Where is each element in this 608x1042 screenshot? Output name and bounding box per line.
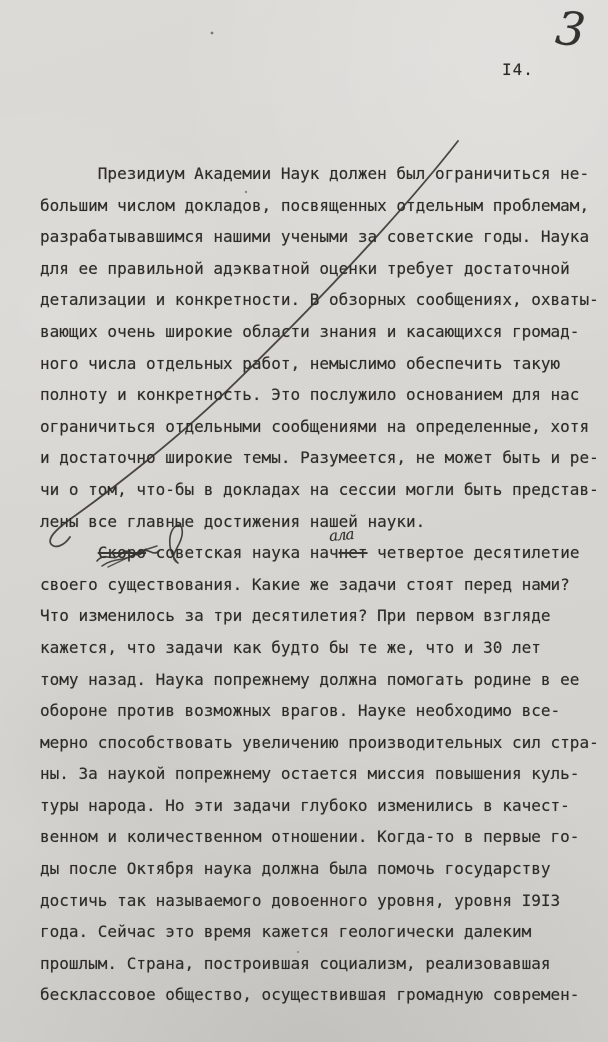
text-line: Президиум Академии Наук должен был ограничиться не- (97, 164, 590, 183)
text-line-with-edits (40, 537, 608, 569)
scan-speck (211, 32, 214, 35)
text-segment: четвертое десятилетие (367, 543, 580, 563)
handwritten-correction: ала (328, 524, 355, 546)
text-line: года. Сейчас это время кажется геологически далеким (40, 922, 532, 942)
text-line: ограничиться отдельными сообщениями на определенные, хотя (40, 416, 590, 436)
text-line: и достаточно широкие темы. Разумеется, не может быть и ре- (40, 448, 599, 468)
text-line: Что изменилось за три десятилетия? При первом взгляде (40, 606, 551, 626)
text-line: вающих очень широкие области знания и касающихся громад- (40, 321, 580, 341)
text-line: чи о том, что-бы в докладах на сессии могли быть представ- (40, 479, 599, 499)
text-line: разрабатывавшимся нашими учеными за советские годы. Наука (40, 227, 590, 247)
text-line: мерно способствовать увеличению производительных сил стра- (40, 732, 599, 752)
text-line: прошлым. Страна, построившая социализм, реализовавшая (40, 953, 551, 973)
text-line: ного числа отдельных работ, немыслимо обеспечить такую (40, 353, 561, 373)
text-line: полноту и конкретность. Это послужило основанием для нас (40, 385, 580, 405)
text-line: детализации и конкретности. В обзорных сообщениях, охваты- (40, 290, 599, 310)
text-line: большим числом докладов, посвященных отдельным проблемам, (40, 195, 590, 215)
text-line: кажется, что задачи как будто бы те же, что и 30 лет (40, 637, 541, 657)
struck-out-word: Скоро (97, 543, 146, 563)
handwritten-page-number: 3 (553, 0, 589, 58)
text-line: лены все главные достижения нашей науки. (40, 511, 426, 531)
text-line: для ее правильной адэкватной оценки требует достаточной (40, 258, 570, 278)
typed-page-number: I4. (502, 60, 534, 79)
text-line: венном и количественном отношении. Когда-то в первые го- (40, 827, 580, 847)
text-line: бесклассовое общество, осуществившая громадную современ- (40, 985, 580, 1005)
text-segment: советская наука нач (145, 543, 339, 563)
text-line: ды после Октября наука должна была помочь государству (40, 859, 551, 879)
struck-out-suffix: нет (338, 543, 368, 563)
text-line: ны. За наукой попрежнему остается миссия повышения куль- (40, 764, 580, 784)
text-line: тому назад. Наука попрежнему должна помогать родине в ее (40, 669, 580, 689)
text-line: своего существования. Какие же задачи стоят перед нами? (40, 574, 570, 594)
text-line: обороне против возможных врагов. Науке необходимо все- (40, 701, 561, 721)
text-line: туры народа. Но эти задачи глубоко изменились в качест- (40, 795, 570, 815)
typed-text-block (40, 158, 608, 1011)
text-line: достичь так называемого довоенного уровня, уровня I9I3 (40, 890, 561, 910)
